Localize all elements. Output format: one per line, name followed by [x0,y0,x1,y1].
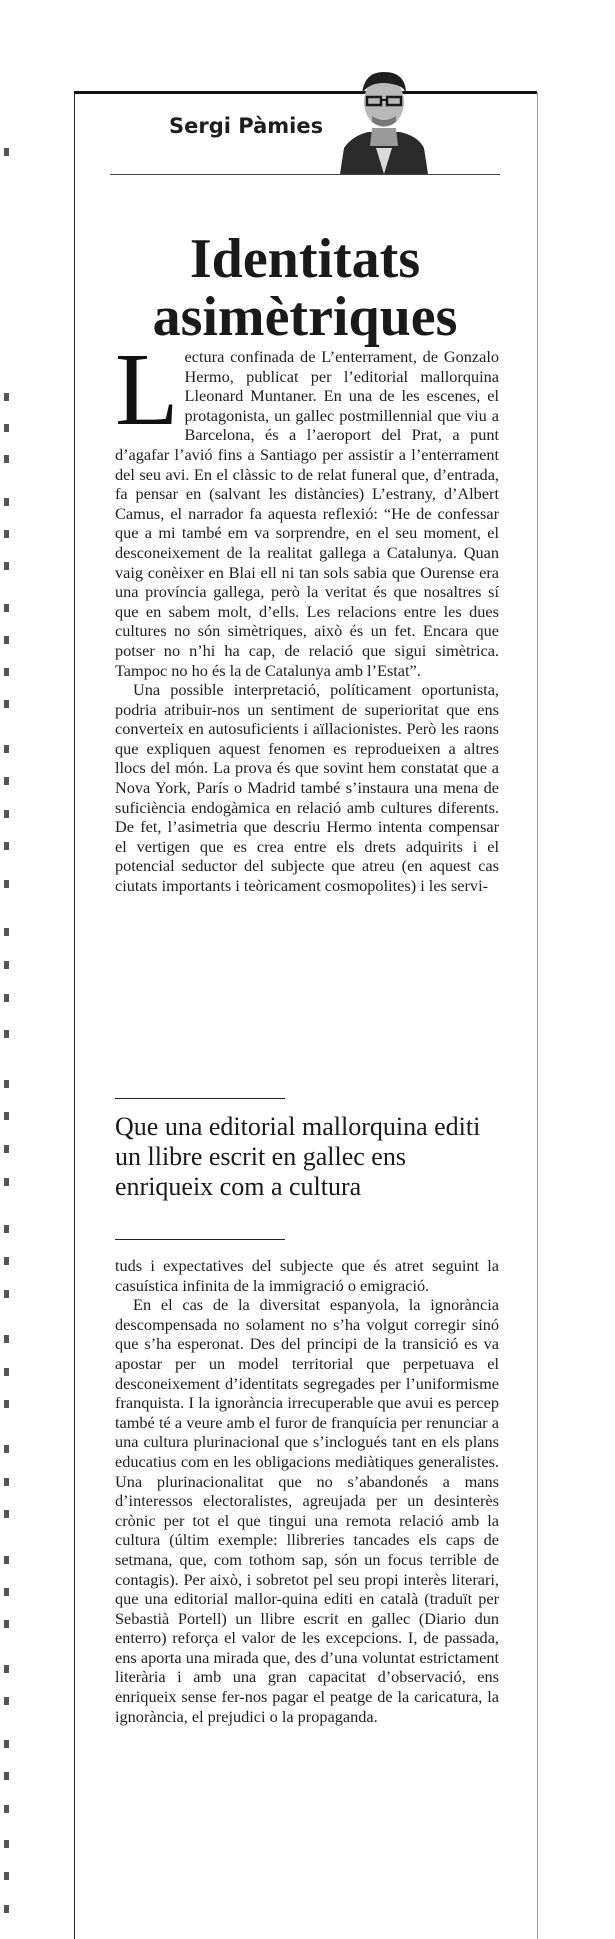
pull-quote: Que una editorial mallorquina editi un llibre escrit en gallec ens enriqueix com a cultura [115,1112,481,1201]
author-portrait [338,64,430,174]
column-top-rule [74,91,537,94]
lead-text: ectura confinada de L’enterrament, de Gonzalo Hermo, publicat per l’editorial mallorquina Lleonard Muntaner. En una de les escenes, el protagonista, un gallec postmillennial que viu a Barcelona, és a l’aeroport del Prat, a punt d’agafar l’avió fins a Santiago per assistir a l’enterrament del seu avi. En el clàssic to de relat funeral que, d’entrada, fa pensar en (salvant les distàncies) L’estrany, d’Albert Camus, el narrador fa aquesta reflexió: “He de confessar que a mi també em va sorprendre, en el seu moment, el desconeixement de la realitat gallega a Catalunya. Quan vaig conèixer en Blai ell ni tan sols sabia que Ourense era una província gallega, però la veritat és que nosaltres sí que en sabem molt, d’ells. Les relacions entre les dues cultures no són simètriques, això és un fet. Encara que potser no n’hi ha cap, de relació que sigui simètrica. Tampoc no ho és la de Catalunya amb l’Estat”. [115,347,499,680]
article-title: Identitats asimètriques [152,227,458,348]
author-name: Sergi Pàmies [169,114,324,138]
drop-cap: L [115,332,179,447]
column-right-border [537,92,538,1939]
byline-rule [110,174,500,175]
body-paragraph-continued: tuds i expectatives del subjecte que és atret seguint la casuística infinita de la immigració o emigració. [115,1256,499,1295]
pull-quote-rule-bottom [115,1239,285,1240]
article-body-bottom [115,1256,499,1726]
adjacent-column-edge [0,0,22,1939]
column-left-border [74,92,75,1939]
lead-paragraph [115,332,499,680]
article-body-top [115,332,499,896]
body-paragraph: Una possible interpretació, políticament oportunista, podria atribuir-nos un sentiment de superioritat que ens converteix en autosuficients i aïllacionistes. Però les raons que expliquen aquest fenomen es reprodueixen a altres llocs del món. La prova és que sovint hem constatat que a Nova York, París o Madrid també s’instaura una mena de suficiència endogàmica en relació amb cultures diferents. De fet, l’asimetria que descriu Hermo intenta compensar el vertigen que es crea entre els drets adquirits i el potencial seductor del subjecte que atreu (en aquest cas ciutats importants i teòricament cosmopolites) i les servi- [115,680,499,896]
body-paragraph: En el cas de la diversitat espanyola, la ignorància descompensada no solament no s’ha volgut corregir sinó que s’ha esperonat. Des del principi de la transició es va apostar per un model territorial que perpetuava el desconeixement d’identitats segregades per l’uniformisme franquista. I la ignorància irrecuperable que avui es percep també té a veure amb el furor de franquícia per renunciar a una cultura plurinacional que s’inclogués tant en els plans educatius com en les obligacions mediàtiques generalistes. Una plurinacionalitat que no s’abandonés a mans d’interessos electoralistes, agreujada per un desinterès crònic per tot el que tingui una remota relació amb la cultura (últim exemple: llibreries tancades els caps de setmana, que, com tothom sap, són un focus terrible de contagis). Per això, i sobretot pel seu propi interès literari, que una editorial mallor-quina editi en català (traduït per Sebastià Portell) un llibre escrit en gallec (Diario dun enterro) reforça el valor de les excepcions. I, de passada, ens aporta una mirada que, des d’una voluntat estrictament literària i amb una gran capacitat d’observació, ens enriqueix sense fer-nos pagar el peatge de la caricatura, la ignorància, el prejudici o la propaganda. [115,1295,499,1726]
pull-quote-rule-top [115,1098,285,1099]
